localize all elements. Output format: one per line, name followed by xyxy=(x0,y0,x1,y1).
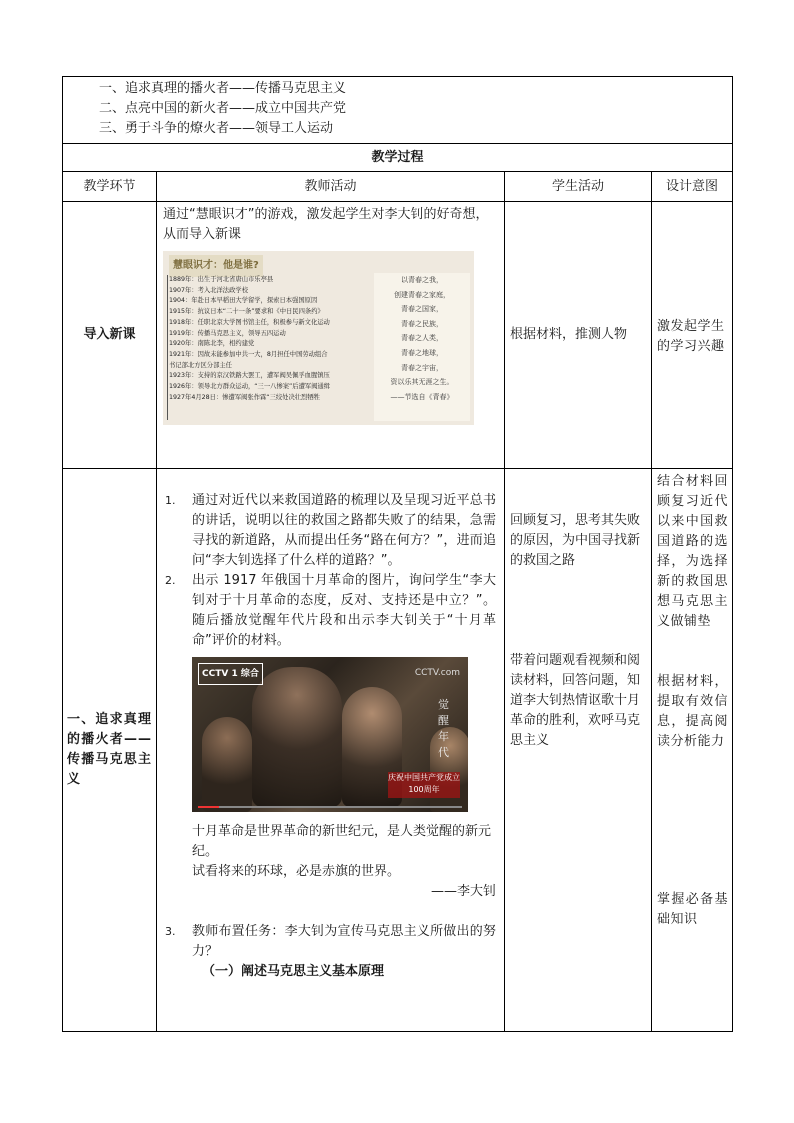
task-text: 出示 1917 年俄国十月革命的图片，询问学生“李大钊对于十月革命的态度，反对、支持还是中立？”。随后播放觉醒年代片段和出示李大钊关于“十月革命”评价的材料。 xyxy=(192,573,496,648)
timeline-event: 1904：年赴日本早稻田大学留学，探索日本强国原因 xyxy=(169,297,318,305)
timeline-event: 1927年4月28日：惨遭军阀张作霖“三绞处决壮烈牺牲 xyxy=(169,393,320,401)
poem-line: 资以乐其无涯之生。 xyxy=(390,378,454,387)
lesson-table xyxy=(62,76,733,1032)
video-title: 觉醒年代 xyxy=(438,698,449,759)
poem-line: 青春之民族， xyxy=(401,319,443,328)
poem-line: 青春之地球， xyxy=(401,348,443,357)
task-text: 教师布置任务：李大钊为宣传马克思主义所做出的努力？ xyxy=(192,924,496,959)
channel-logo: CCTV 1 综合 xyxy=(198,663,263,685)
poem-line: 青春之国家， xyxy=(401,305,443,314)
row2-intent-cell xyxy=(652,469,733,1032)
timeline-event: 书记部北方区分部主任 xyxy=(169,361,232,369)
row2-teacher-cell xyxy=(157,469,505,1032)
figure-shape xyxy=(252,667,342,807)
timeline-event: 1907年：考入北洋法政学校 xyxy=(169,286,248,294)
row1-stage: 导入新课 xyxy=(63,202,157,469)
task-number: 2. xyxy=(165,574,176,587)
poem-line: 青春之人类， xyxy=(401,334,443,343)
header-stage: 教学环节 xyxy=(63,172,157,202)
timeline-event: 1919年：传播马克思主义，领导五四运动 xyxy=(169,329,286,337)
header-teacher: 教师活动 xyxy=(157,172,505,202)
row1-student: 根据材料，推测人物 xyxy=(505,202,652,469)
row2-stage: 一、追求真理的播火者——传播马克思主义 xyxy=(63,469,157,1032)
timeline-axis xyxy=(167,275,168,420)
poem-box xyxy=(374,273,470,421)
poem-line: 青春之宇宙， xyxy=(401,363,443,372)
timeline-title: 慧眼识才：他是谁? xyxy=(169,255,263,277)
outline-cell xyxy=(63,77,733,144)
figure-shape xyxy=(202,717,252,812)
poem-line: 创建青春之家庭， xyxy=(394,290,450,299)
task-text: 通过对近代以来救国道路的梳理以及呈现习近平总书的讲话，说明以往的救国之路都失败了的结果，急需寻找的新道路，从而提出任务“路在何方？”，进而追问“李大钊选择了什么样的道路？”。 xyxy=(192,493,496,568)
video-progress-bar[interactable] xyxy=(198,806,462,808)
outline-item: 一、追求真理的播火者——传播马克思主义 xyxy=(99,81,347,96)
channel-url: CCTV.com xyxy=(414,668,460,678)
row1-intent: 激发起学生的学习兴趣 xyxy=(652,202,733,469)
row2-intent-1: 结合材料回顾复习近代以来中国救国道路的选择，为选择新的救国思想马克思主义做铺垫 xyxy=(657,474,729,629)
timeline-event: 1920年：南陈北李，相约建党 xyxy=(169,340,255,348)
quote-line: 十月革命是世界革命的新世纪元，是人类觉醒的新元纪。 xyxy=(192,824,492,859)
process-title: 教学过程 xyxy=(63,144,733,172)
quote-line: 试看将来的环球，必是赤旗的世界。 xyxy=(192,864,401,879)
timeline-event: 1915年：抗议日本“二十一条”要求和《中日民四条约》 xyxy=(169,308,324,316)
poem-source: ——节选自《青春》 xyxy=(390,392,454,401)
task-number: 3. xyxy=(165,925,176,938)
task-item-1 xyxy=(157,491,504,571)
anniversary-badge: 庆祝中国共产党成立 100周年 xyxy=(388,772,460,798)
subheading: （一）阐述马克思主义基本原理 xyxy=(202,964,385,979)
timeline-event: 1923年：支持的京汉铁路大罢工，遭军阀吴佩孚血腥镇压 xyxy=(169,372,330,380)
outline-item: 三、勇于斗争的燎火者——领导工人运动 xyxy=(99,121,334,136)
video-still[interactable] xyxy=(192,657,468,812)
timeline-event: 1926年：领导北方群众运动，“三一八惨案”后遭军阀通缉 xyxy=(169,383,331,391)
task-item-3 xyxy=(157,922,504,962)
timeline-event: 1921年：因故未能参加中共一大，8月担任中国劳动组合 xyxy=(169,350,328,358)
header-student: 学生活动 xyxy=(505,172,652,202)
quote-author: ——李大钊 xyxy=(430,884,496,899)
poem-line: 以青春之我， xyxy=(401,276,443,284)
row1-teacher-text: 通过“慧眼识才”的游戏，激发起学生对李大钊的好奇想，从而导入新课 xyxy=(163,207,489,242)
timeline-event: 1889年：出生于河北省唐山市乐亭县 xyxy=(169,276,274,283)
row2-student-cell xyxy=(505,469,652,1032)
row1-teacher-cell xyxy=(157,202,505,469)
document-page xyxy=(62,76,732,1032)
task-number: 1. xyxy=(165,494,176,507)
timeline-event: 1918年：任职北京大学图书馆主任，积极参与新文化运动 xyxy=(169,318,330,326)
quote-block xyxy=(157,822,504,902)
outline-item: 二、点亮中国的新火者——成立中国共产党 xyxy=(99,101,347,116)
timeline-image xyxy=(163,251,474,425)
row2-intent-3: 掌握必备基础知识 xyxy=(657,892,729,927)
task-item-2 xyxy=(157,571,504,651)
row2-intent-2: 根据材料，提取有效信息，提高阅读分析能力 xyxy=(657,674,729,749)
row2-student-2: 带着问题观看视频和阅读材料，回答问题，知道李大钊热情讴歌十月革命的胜利，欢呼马克思主义 xyxy=(510,653,641,748)
row2-student-1: 回顾复习，思考其失败的原因，为中国寻找新的救国之路 xyxy=(510,513,641,568)
header-intent: 设计意图 xyxy=(652,172,733,202)
